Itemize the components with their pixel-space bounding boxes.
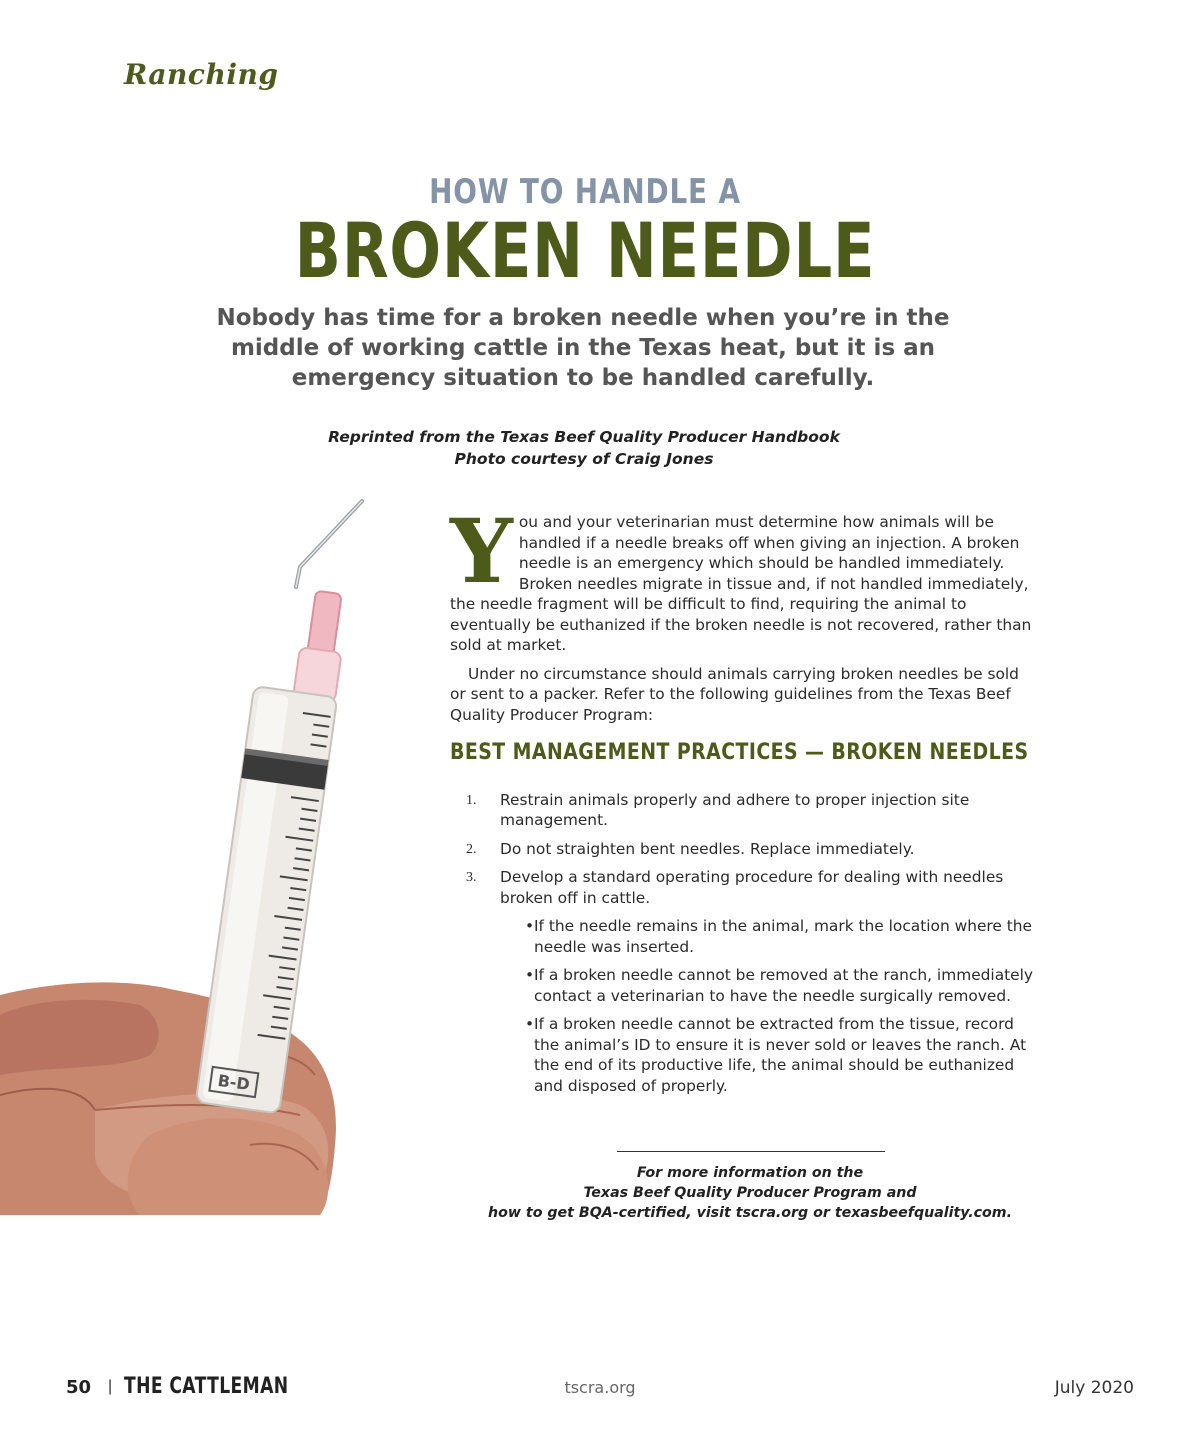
syringe-body xyxy=(196,584,352,1114)
photo-credit: Photo courtesy of Craig Jones xyxy=(454,450,714,468)
divider xyxy=(617,1151,885,1152)
bmp-heading: BEST MANAGEMENT PRACTICES — BROKEN NEEDLES xyxy=(450,740,1029,765)
footer-url: tscra.org xyxy=(564,1378,636,1397)
sub-list xyxy=(500,916,1034,1096)
list-item-text: Restrain animals properly and adhere to proper injection site management. xyxy=(500,790,970,829)
list-item xyxy=(450,867,1034,1096)
bullet: • xyxy=(525,966,535,984)
sub-list-item xyxy=(525,1014,1034,1096)
more-info-line-1: For more information on the xyxy=(636,1165,864,1181)
list-number: 3. xyxy=(466,870,477,885)
list-item xyxy=(450,790,1034,831)
headline-title: BROKEN NEEDLE xyxy=(294,206,876,295)
sub-list-item-text: If the needle remains in the animal, mark the location where the needle was inserted. xyxy=(534,917,1033,956)
list-number: 1. xyxy=(466,792,477,808)
section-tag: Ranching xyxy=(124,58,279,91)
page-number: 50 xyxy=(66,1377,92,1398)
body-paragraph-1 xyxy=(450,499,1034,656)
sub-list-item-text: If a broken needle cannot be removed at the ranch, immediately contact a veterinarian to have the needle surgically removed. xyxy=(534,966,1034,1005)
list-item-text: Do not straighten bent needles. Replace immediately. xyxy=(500,839,915,858)
credits xyxy=(260,426,908,470)
syringe-brand-label: B-D xyxy=(216,1070,252,1095)
body-paragraph-2: Under no circumstance should animals carrying broken needles be sold or sent to a packer. Refer to the following guidelines from the Texas Beef Quality Producer Program: xyxy=(450,664,1019,724)
reprint-credit: Reprinted from the Texas Beef Quality Producer Handbook xyxy=(328,428,840,446)
sub-list-item xyxy=(525,916,1034,957)
more-info-line-2: Texas Beef Quality Producer Program and xyxy=(583,1185,917,1201)
needle xyxy=(296,501,362,587)
bullet: • xyxy=(525,1015,535,1033)
bmp-list xyxy=(450,790,1034,1097)
bullet: • xyxy=(525,917,535,935)
list-number: 2. xyxy=(466,841,477,857)
body-paragraph-1-text: ou and your veterinarian must determine how animals will be handled if a needle breaks off when giving an injection. A broken needle is an emergency which should be handled immediately. Broken needles migrate in tissue and, if not handled immediately, the needle fragment will be difficult to find, requiring the animal to eventually be euthanized if the broken needle is not recovered, rather than sold at market. xyxy=(450,513,1032,654)
list-item xyxy=(450,839,1034,860)
headline-kicker: HOW TO HANDLE A xyxy=(429,172,741,212)
drop-cap: Y xyxy=(450,499,513,603)
article-body xyxy=(450,499,1034,1104)
list-item-text: Develop a standard operating procedure for dealing with needles broken off in cattle. xyxy=(500,868,1004,907)
issue-date: July 2020 xyxy=(1054,1378,1134,1398)
more-info xyxy=(470,1163,1030,1223)
footer-separator: | xyxy=(108,1378,113,1395)
syringe-photo xyxy=(0,495,372,1215)
sub-list-item xyxy=(525,965,1034,1006)
deck-subtitle: Nobody has time for a broken needle when you’re in the middle of working cattle in the Texas heat, but it is an emergency situation to be handled carefully. xyxy=(216,305,950,391)
magazine-name: THE CATTLEMAN xyxy=(124,1374,289,1399)
more-info-line-3: how to get BQA-certified, visit tscra.org or texasbeefquality.com. xyxy=(488,1205,1012,1221)
sub-list-item-text: If a broken needle cannot be extracted from the tissue, record the animal’s ID to ensure it is never sold or leaves the ranch. At the end of its productive life, the animal should be euthanized and disposed of properly. xyxy=(534,1015,1027,1095)
